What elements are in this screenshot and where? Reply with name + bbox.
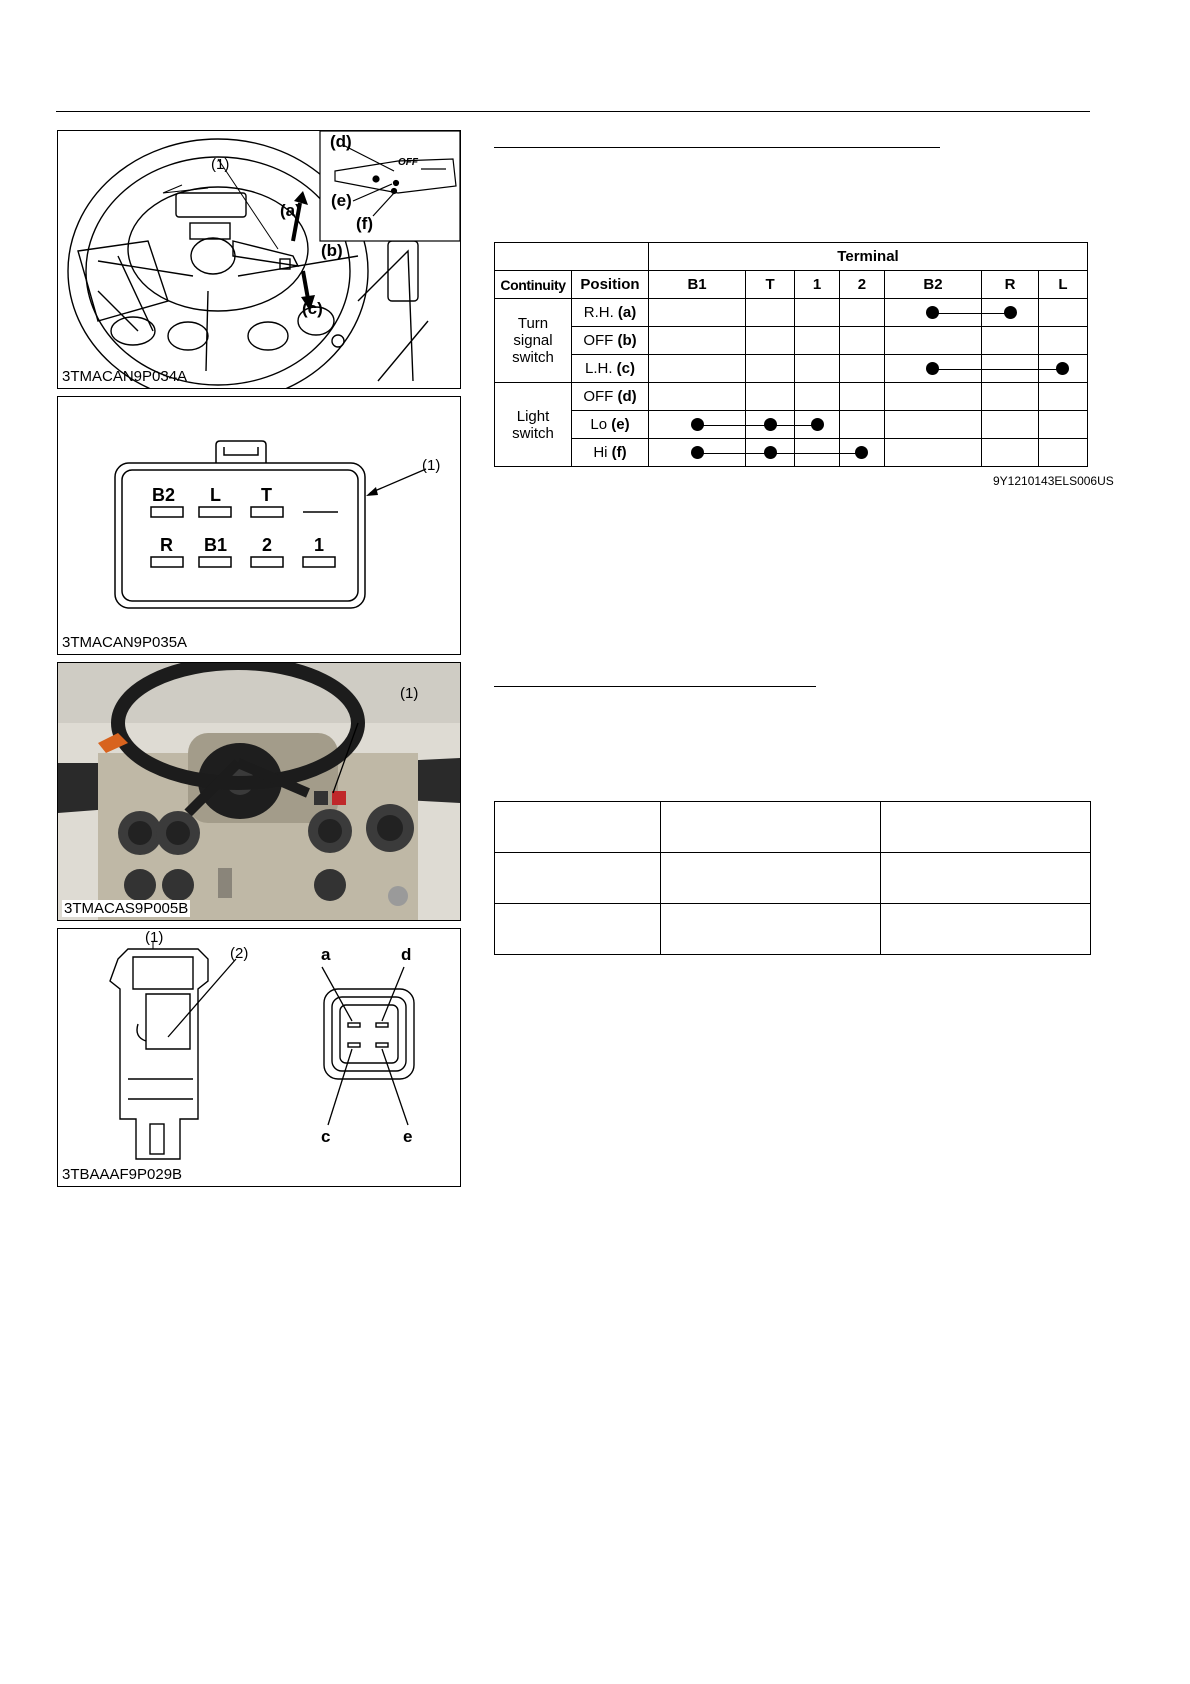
position-code: (d)	[617, 388, 637, 405]
terminal-c: c	[321, 1127, 331, 1146]
position-code: (e)	[611, 416, 630, 433]
pin-B2: B2	[152, 485, 176, 505]
callout-c: (c)	[302, 299, 323, 318]
position-label: L.H.	[584, 360, 613, 377]
group-name-line: switch	[512, 424, 554, 442]
figure-connector	[57, 396, 461, 655]
terminal-col: B2	[884, 271, 981, 299]
terminal-cell	[649, 299, 746, 327]
table-corner	[495, 243, 649, 271]
continuity-dot	[691, 418, 704, 431]
position-code: (a)	[617, 304, 637, 321]
position-label: OFF	[583, 388, 614, 405]
pin-1: 1	[314, 535, 325, 555]
terminal-col: R	[982, 271, 1039, 299]
position-cell	[572, 383, 649, 411]
terminal-a: a	[321, 945, 331, 964]
position-cell	[572, 355, 649, 383]
position-code: (f)	[611, 444, 627, 461]
blank-table	[494, 801, 1091, 955]
group-name	[495, 383, 572, 467]
terminal-d: d	[401, 945, 412, 964]
steering-illustration	[58, 131, 460, 388]
position-cell	[572, 327, 649, 355]
terminal-cell	[746, 299, 795, 327]
terminal-cell	[884, 327, 981, 355]
position-header: Position	[572, 271, 649, 299]
continuity-table	[494, 242, 1088, 467]
terminal-cell	[1038, 299, 1087, 327]
continuity-line	[933, 313, 1010, 314]
terminal-cell	[884, 439, 981, 467]
continuity-line	[933, 369, 1063, 370]
callout-d: (d)	[330, 132, 352, 151]
switch-off-label: OFF	[398, 157, 418, 168]
pin-L: L	[210, 485, 221, 505]
pin-B1: B1	[204, 535, 228, 555]
group-name-line: Light	[516, 407, 550, 425]
continuity-line	[697, 425, 817, 426]
terminal-cell	[1038, 439, 1087, 467]
position-label: R.H.	[583, 304, 614, 321]
terminal-cell	[839, 411, 884, 439]
pin-R: R	[160, 535, 173, 555]
figure-code: 3TMACAS9P005B	[64, 900, 189, 917]
pin-T: T	[261, 485, 272, 505]
group-name-line: signal	[513, 332, 553, 349]
terminal-cell	[795, 327, 840, 355]
position-cell	[572, 439, 649, 467]
terminal-cell	[746, 383, 795, 411]
position-label: OFF	[583, 332, 614, 349]
position-label: Hi	[593, 444, 608, 461]
continuity-dot	[764, 418, 777, 431]
terminal-col: B1	[649, 271, 746, 299]
table-row	[495, 904, 1091, 955]
callout-1: (1)	[400, 685, 419, 702]
terminal-header: Terminal	[649, 243, 1088, 271]
terminal-col: 2	[839, 271, 884, 299]
callout-1: (1)	[211, 156, 230, 173]
callout-b: (b)	[321, 241, 343, 260]
continuity-dot	[764, 446, 777, 459]
terminal-cell	[1038, 383, 1087, 411]
terminal-cell	[839, 355, 884, 383]
terminal-e: e	[403, 1127, 413, 1146]
terminal-cell	[795, 355, 840, 383]
terminal-cell	[795, 383, 840, 411]
continuity-header: Continuity	[495, 271, 572, 299]
header-rule	[56, 111, 1090, 112]
terminal-cell	[982, 439, 1039, 467]
terminal-cell	[982, 327, 1039, 355]
table-row	[495, 383, 1088, 411]
table-row	[495, 327, 1088, 355]
terminal-col: T	[746, 271, 795, 299]
pin-2: 2	[262, 535, 273, 555]
group-name	[495, 299, 572, 383]
terminal-cell	[649, 383, 746, 411]
terminal-col: L	[1038, 271, 1087, 299]
callout-a: (a)	[280, 201, 301, 220]
table-row	[495, 853, 1091, 904]
terminal-cell	[982, 383, 1039, 411]
terminal-cell	[1038, 411, 1087, 439]
position-label: Lo	[590, 416, 608, 433]
terminal-cell	[839, 327, 884, 355]
continuity-dot	[691, 446, 704, 459]
callout-1: (1)	[145, 929, 164, 946]
continuity-dot	[1004, 306, 1017, 319]
terminal-cell	[746, 355, 795, 383]
group-name-line: switch	[512, 349, 554, 366]
figure-code: 3TBAAAF9P029B	[62, 1166, 183, 1183]
section-heading-rule	[494, 147, 940, 148]
terminal-cell	[982, 411, 1039, 439]
terminal-cell	[1038, 327, 1087, 355]
continuity-line	[697, 453, 862, 454]
figure-code: 3TMACAN9P034A	[62, 368, 188, 385]
terminal-col: 1	[795, 271, 840, 299]
figure-dashboard-photo	[57, 662, 461, 921]
terminal-cell	[884, 383, 981, 411]
callout-1: (1)	[422, 457, 441, 474]
table-code: 9Y1210143ELS006US	[993, 474, 1114, 488]
position-code: (b)	[617, 332, 637, 349]
terminal-cell	[839, 383, 884, 411]
figure-hazard-switch	[57, 928, 461, 1187]
terminal-cell	[839, 299, 884, 327]
terminal-cell	[649, 327, 746, 355]
switch-illustration	[58, 929, 460, 1186]
figure-code: 3TMACAN9P035A	[62, 634, 188, 651]
callout-2: (2)	[230, 945, 249, 962]
group-name-line: Turn	[517, 315, 549, 332]
figure-combination-switch	[57, 130, 461, 389]
terminal-cell	[884, 411, 981, 439]
section-heading-rule	[494, 686, 816, 687]
terminal-cell	[795, 299, 840, 327]
table-row	[495, 802, 1091, 853]
position-cell	[572, 299, 649, 327]
position-code: (c)	[616, 360, 636, 377]
terminal-cell	[746, 327, 795, 355]
continuity-dot	[811, 418, 824, 431]
position-cell	[572, 411, 649, 439]
callout-f: (f)	[356, 214, 373, 233]
callout-e: (e)	[331, 191, 352, 210]
terminal-cell	[649, 355, 746, 383]
connector-illustration	[58, 397, 460, 654]
